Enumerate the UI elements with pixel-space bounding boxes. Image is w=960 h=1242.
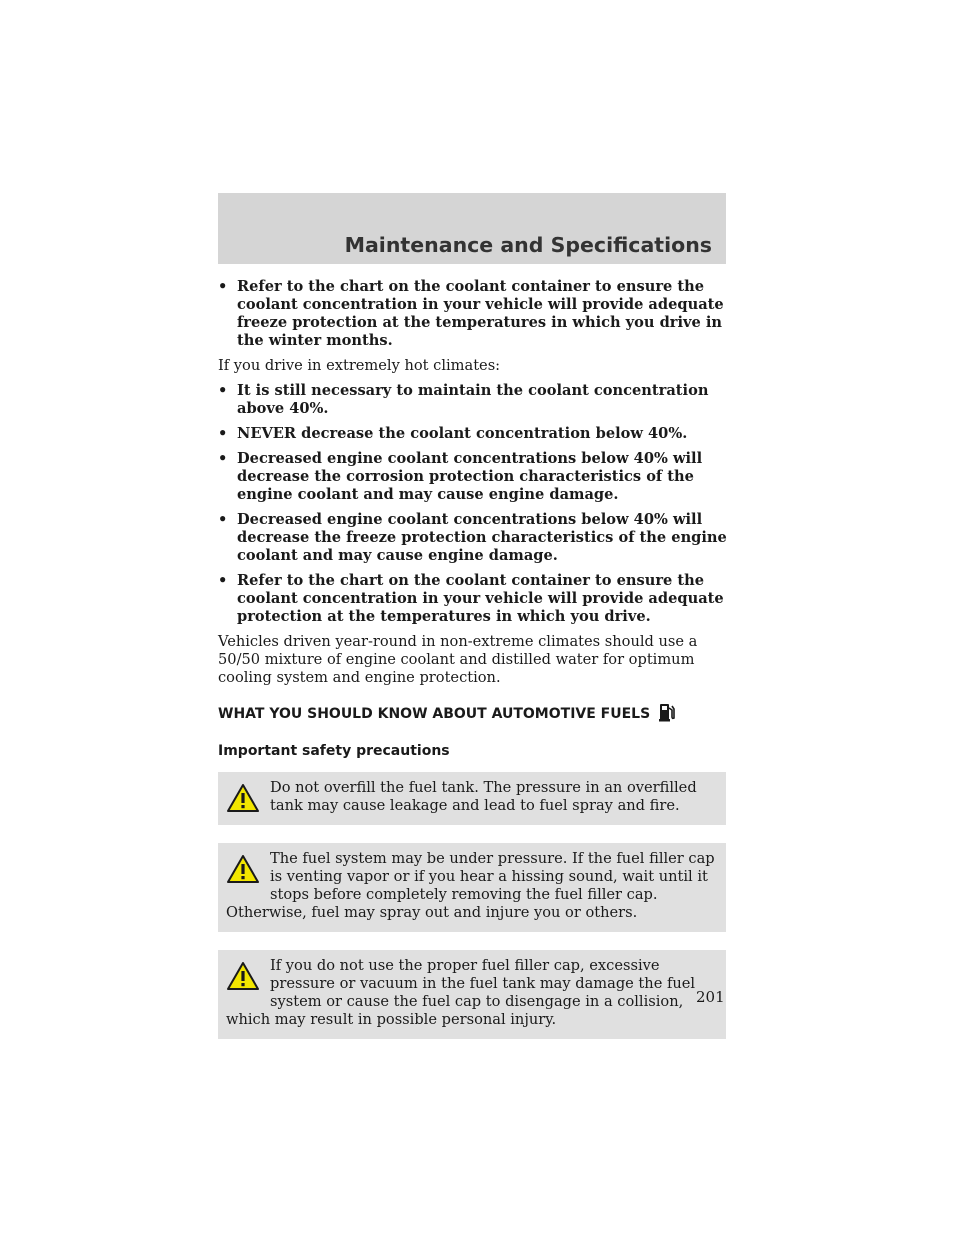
warning-icon [226, 854, 270, 896]
warning-box [218, 950, 726, 1039]
warning-text: If you do not use the proper fuel filler cap, excessive pressure or vacuum in the fuel tank may damage the fuel system or cause the fuel cap to disengage in a collision, which may result in possible personal injury. [226, 957, 696, 1028]
bullet-text: It is still necessary to maintain the coolant concentration above 40%. [237, 382, 709, 417]
bullet-dot: • [218, 425, 228, 442]
non-extreme-paragraph: Vehicles driven year-round in non-extreme climates should use a 50/50 mixture of engine coolant and distilled water for optimum cooling system and engine protection. [218, 633, 698, 686]
hot-climates-intro: If you drive in extremely hot climates: [218, 357, 501, 374]
section-heading [218, 702, 728, 727]
fuel-pump-icon [659, 702, 676, 727]
list-item [218, 278, 728, 350]
bullet-text: Refer to the chart on the coolant container to ensure the coolant concentration in your vehicle will provide adequate protection at the temperatures in which you drive. [237, 572, 724, 625]
bullet-text: NEVER decrease the coolant concentration below 40%. [237, 425, 688, 442]
warning-text: The fuel system may be under pressure. If the fuel filler cap is venting vapor or if you hear a hissing sound, wait until it stops before completely removing the fuel filler cap. Otherwise, fuel may spray out and injure you or others. [226, 850, 715, 921]
list-item [218, 425, 728, 443]
warning-icon [226, 961, 270, 1003]
warning-box [218, 843, 726, 932]
bullet-text: Decreased engine coolant concentrations below 40% will decrease the freeze protection characteristics of the engine coolant and may cause engine damage. [237, 511, 727, 564]
bullet-dot: • [218, 278, 228, 295]
list-item [218, 572, 728, 626]
warning-icon [226, 783, 270, 825]
page-content [218, 278, 728, 1057]
page-number: 201 [696, 988, 725, 1006]
section-title: WHAT YOU SHOULD KNOW ABOUT AUTOMOTIVE FUELS [218, 706, 651, 722]
bullet-text: Refer to the chart on the coolant container to ensure the coolant concentration in your vehicle will provide adequate freeze protection at the temperatures in which you drive in the winter months. [237, 278, 724, 349]
list-item [218, 511, 728, 565]
list-item [218, 450, 728, 504]
warning-text: Do not overfill the fuel tank. The pressure in an overfilled tank may cause leakage and lead to fuel spray and fire. [270, 779, 697, 814]
bullet-text: Decreased engine coolant concentrations below 40% will decrease the corrosion protection characteristics of the engine coolant and may cause engine damage. [237, 450, 703, 503]
section-subtitle: Important safety precautions [218, 743, 450, 759]
bullet-dot: • [218, 450, 228, 467]
page-header [218, 193, 726, 264]
list-item [218, 382, 728, 418]
warning-box [218, 772, 726, 825]
bullet-dot: • [218, 572, 228, 589]
header-title: Maintenance and Specifications [344, 233, 712, 257]
bullet-dot: • [218, 511, 228, 528]
bullet-dot: • [218, 382, 228, 399]
